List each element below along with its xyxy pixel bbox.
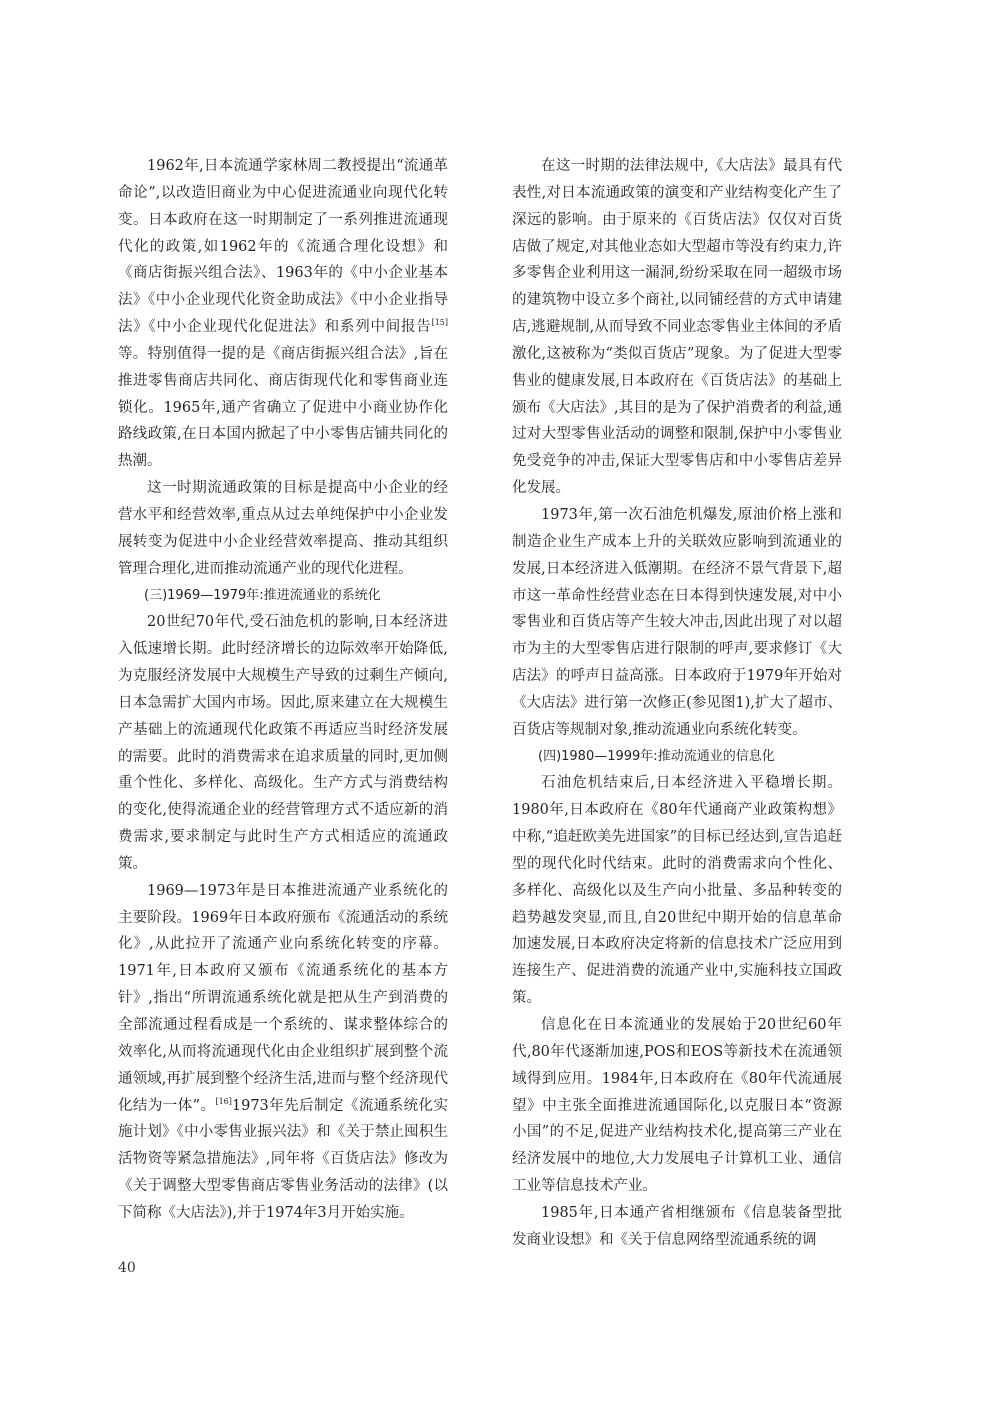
section-heading: (三)1969—1979年:推进流通业的系统化 [144,587,381,603]
paragraph: 20世纪70年代,受石油危机的影响,日本经济进入低速增长期。此时经济增长的边际效率开始降低,为克服经济发展中大规模生产导致的过剩生产倾向,日本急需扩大国内市场。因此,原来建立在大规模生产基础上的流通现代化政策不再适应当时经济发展的需要。此时的消费需求在追求质量的同时,更加侧重个性化、多样化、高级化。生产方式与消费结构的变化,使得流通企业的经营管理方式不适应新的消费需求,要求制定与此时生产方式相适应的流通政策。 [118,614,448,872]
paragraph: 1969—1973年是日本推进流通产业系统化的主要阶段。1969年日本政府颁布《流通活动的系统化》,从此拉开了流通产业向系统化转变的序幕。1971年,日本政府又颁布《流通系统化的基本方针》,指出“所谓流通系统化就是把从生产到消费的全部流通过程看成是一个系统的、谋求整体综合的效率化,从而将流通现代化由企业组织扩展到整个流通领域,再扩展到整个经济生活,进而与整个经济现代化结为一体”。[16]1973年先后制定《流通系统化实施计划》《中小零售业振兴法》和《关于禁止囤积生活物资等紧急措施法》,同年将《百货店法》修改为《关于调整大型零售商店零售业务活动的法律》(以下简称《大店法》),并于1974年3月开始实施。 [118,882,448,1221]
left-column [118,153,448,1227]
section-heading: (四)1980—1999年:推动流通业的信息化 [538,748,775,764]
paragraph: 石油危机结束后,日本经济进入平稳增长期。1980年,日本政府在《80年代通商产业政策构想》中称,“追赶欧美先进国家”的目标已经达到,宣告追赶型的现代化时代结束。此时的消费需求向个性化、多样化、高级化以及生产向小批量、多品种转变的趋势越发突显,而且,自20世纪中期开始的信息革命加速发展,日本政府决定将新的信息技术广泛应用到连接生产、促进消费的流通产业中,实施科技立国政策。 [512,775,842,1007]
paragraph: 这一时期流通政策的目标是提高中小企业的经营水平和经营效率,重点从过去单纯保护中小企业发展转变为促进中小企业经营效率提高、推动其组织管理合理化,进而推动流通产业的现代化进程。 [118,480,448,577]
paragraph: 在这一时期的法律法规中,《大店法》最具有代表性,对日本流通政策的演变和产业结构变化产生了深远的影响。由于原来的《百货店法》仅仅对百货店做了规定,对其他业态如大型超市等没有约束力,许多零售企业利用这一漏洞,纷纷采取在同一超级市场的建筑物中设立多个商社,以同铺经营的方式申请建店,逃避规制,从而导致不同业态零售业主体间的矛盾激化,这被称为“类似百货店”现象。为了促进大型零售业的健康发展,日本政府在《百货店法》的基础上颁布《大店法》,其目的是为了保护消费者的利益,通过对大型零售业活动的调整和限制,保护中小零售业免受竞争的冲击,保证大型零售店和中小零售店差异化发展。 [512,158,842,497]
citation-ref: [16] [215,1096,232,1106]
page-number: 40 [118,1260,136,1276]
citation-ref: [15] [431,318,448,328]
right-column [512,153,842,1254]
paragraph: 1985年,日本通产省相继颁布《信息装备型批发商业设想》和《关于信息网络型流通系统的调 [512,1204,842,1248]
paragraph: 1962年,日本流通学家林周二教授提出“流通革命论”,以改造旧商业为中心促进流通业向现代化转变。日本政府在这一时期制定了一系列推进流通现代化的政策,如1962年的《流通合理化设想》和《商店街振兴组合法》、1963年的《中小企业基本法》《中小企业现代化资金助成法》《中小企业指导法》《中小企业现代化促进法》和系列中间报告[15]等。特别值得一提的是《商店街振兴组合法》,旨在推进零售商店共同化、商店街现代化和零售商业连锁化。1965年,通产省确立了促进中小商业协作化路线政策,在日本国内掀起了中小零售店铺共同化的热潮。 [118,158,448,470]
paragraph: 信息化在日本流通业的发展始于20世纪60年代,80年代逐渐加速,POS和EOS等新技术在流通领域得到应用。1984年,日本政府在《80年代流通展望》中主张全面推进流通国际化,以克服日本“资源小国”的不足,促进产业结构技术化,提高第三产业在经济发展中的地位,大力发展电子计算机工业、通信工业等信息技术产业。 [512,1017,842,1195]
paragraph: 1973年,第一次石油危机爆发,原油价格上涨和制造企业生产成本上升的关联效应影响到流通业的发展,日本经济进入低潮期。在经济不景气背景下,超市这一革命性经营业态在日本得到快速发展,对中小零售业和百货店等产生较大冲击,因此出现了对以超市为主的大型零售店进行限制的呼声,要求修订《大店法》的呼声日益高涨。日本政府于1979年开始对《大店法》进行第一次修正(参见图1),扩大了超市、百货店等规制对象,推动流通业向系统化转变。 [512,506,842,738]
